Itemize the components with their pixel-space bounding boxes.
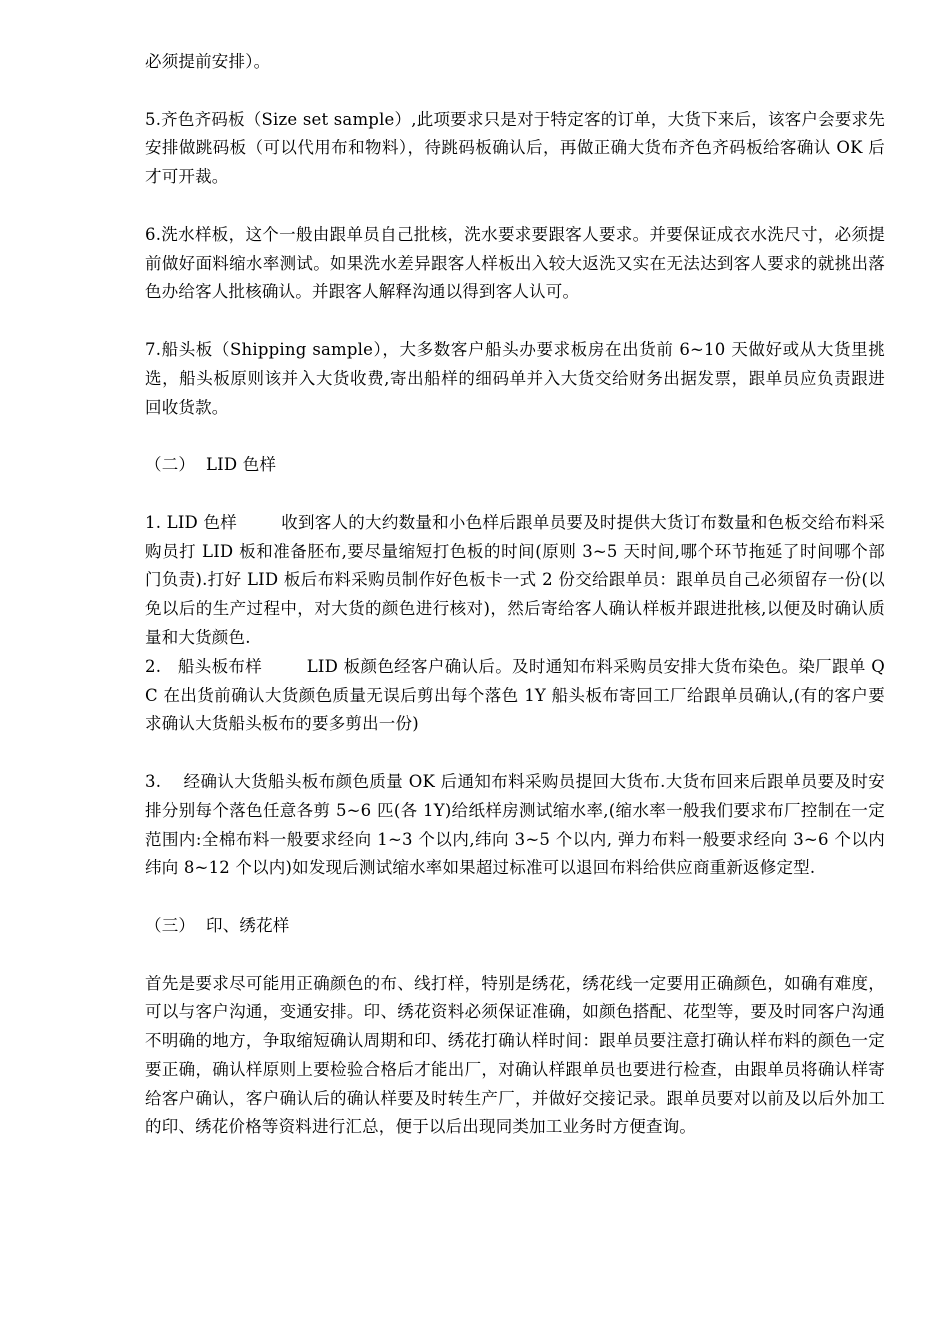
paragraph-gap — [145, 739, 885, 768]
paragraph-intro-tail: 必须提前安排）。 — [145, 52, 271, 71]
paragraph-size-set-sample: 5.齐色齐码板（Size set sample）,此项要求只是对于特定客的订单，大货下来后，该客户会要求先安排做跳码板（可以代用布和物料），待跳码板确认后，再做正确大货布齐色齐码板给客确认 OK 后才可开裁。 — [145, 109, 885, 187]
section-heading-lid: （二） LID 色样 — [145, 455, 277, 475]
paragraph-gap — [145, 77, 885, 106]
paragraph-shipping-fabric-sample: 2. 船头板布样 LID 板颜色经客户确认后。及时通知布料采购员安排大货布染色。染厂跟单 QC 在出货前确认大货颜色质量无误后剪出每个落色 1Y 船头板布寄回工厂给跟单员确认,(有的客户要求确认大货船头板布的要多剪出一份) — [145, 656, 885, 734]
paragraph-gap — [145, 480, 885, 509]
paragraph-lid-color-sample: 1. LID 色样 收到客人的大约数量和小色样后跟单员要及时提供大货订布数量和色板交给布料采购员打 LID 板和准备胚布,要尽量缩短打色板的时间(原则 3~5 天时间,哪个环节拖延了时间哪个部门负责).打好 LID 板后布料采购员制作好色板卡一式 2 份交给跟单员：跟单员自己必须留存一份(以免以后的生产过程中，对大货的颜色进行核对)，然后寄给客人确认样板并跟进批核,以便及时确认质量和大货颜色. — [145, 512, 885, 647]
paragraph-shipping-sample: 7.船头板（Shipping sample），大多数客户船头办要求板房在出货前 6~10 天做好或从大货里挑选，船头板原则该并入大货收费,寄出船样的细码单并入大货交给财务出据发票，跟单员应负责跟进回收货款。 — [145, 339, 885, 417]
paragraph-wash-sample: 6.洗水样板，这个一般由跟单员自己批核，洗水要求要跟客人要求。并要保证成衣水洗尺寸，必须提前做好面料缩水率测试。如果洗水差异跟客人样板出入较大返洗又实在无法达到客人要求的就挑出落色办给客人批核确认。并跟客人解释沟通以得到客人认可。 — [145, 224, 885, 302]
paragraph-print-embroidery: 首先是要求尽可能用正确颜色的布、线打样，特别是绣花，绣花线一定要用正确颜色，如确有难度，可以与客户沟通，变通安排。印、绣花资料必须保证准确，如颜色搭配、花型等，要及时同客户沟通不明确的地方，争取缩短确认周期和印、绣花打确认样时间：跟单员要注意打确认样布料的颜色一定要正确，确认样原则上要检验合格后才能出厂，对确认样跟单员也要进行检查，由跟单员将确认样寄给客户确认，客户确认后的确认样要及时转生产厂，并做好交接记录。跟单员要对以前及以后外加工的印、绣花价格等资料进行汇总，便于以后出现同类加工业务时方便查询。 — [145, 973, 885, 1137]
paragraph-gap — [145, 941, 885, 970]
paragraph-shrinkage-test: 3. 经确认大货船头板布颜色质量 OK 后通知布料采购员提回大货布.大货布回来后跟单员要及时安排分别每个落色任意各剪 5~6 匹(各 1Y)给纸样房测试缩水率,(缩水率一般我们要求布厂控制在一定范围内:全棉布料一般要求经向 1~3 个以内,纬向 3~5 个以内, 弹力布料一般要求经向 3~6 个以内纬向 8~12 个以内)如发现后测试缩水率如果超过标准可以退回布料给供应商重新返修定型. — [145, 771, 885, 878]
section-heading-print-embroidery: （三） 印、绣花样 — [145, 915, 290, 935]
paragraph-gap — [145, 883, 885, 912]
paragraph-gap — [145, 192, 885, 221]
document-body — [145, 48, 885, 1142]
paragraph-gap — [145, 307, 885, 336]
paragraph-gap — [145, 422, 885, 451]
